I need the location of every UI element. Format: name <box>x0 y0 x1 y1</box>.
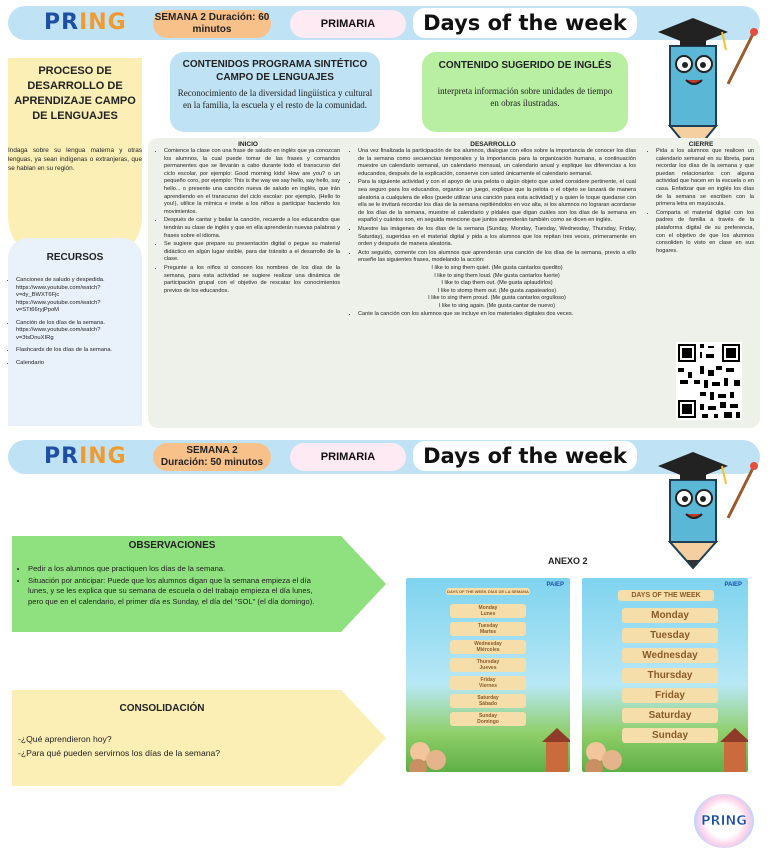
recursos-title: RECURSOS <box>46 252 104 263</box>
consolidacion-text <box>18 732 338 760</box>
observacion-item: • Pedir a los alumnos que practiquen los días de la semana. <box>28 564 328 575</box>
day-en: Thursday <box>476 659 500 665</box>
inicio-list <box>156 148 340 295</box>
inicio-column <box>156 141 340 296</box>
day-es: Martes <box>479 629 497 635</box>
contenidos-box <box>170 52 380 132</box>
anexo-title: ANEXO 2 <box>548 556 588 566</box>
card1-days <box>450 604 526 730</box>
page-title-1: Days of the week <box>413 8 637 38</box>
contenidos-text: Reconocimiento de la diversidad lingüística y cultural en la familia, la escuela y el resto de la comunidad. <box>177 88 373 110</box>
pencil-mascot-icon <box>650 6 762 156</box>
song-line: I like to sing them proud. (Me gusta cantarlos orgulloso) <box>428 295 566 302</box>
day-item: Sunday <box>622 728 718 743</box>
session-pill-1: SEMANA 2 Duración: 60 minutos <box>153 10 271 38</box>
observacion-item: • Situación por anticipar: Puede que los alumnos digan que la semana empieza el día lunes, y se les explica que su semana de escuela o del trabajo empieza el día lunes, pero que en el calendario, el primer día es Sunday, el día del "SOL" (el día domingo). <box>28 576 328 608</box>
day-item: Friday <box>622 688 718 703</box>
session-pill-2 <box>153 443 271 471</box>
day-es: Viernes <box>479 683 497 689</box>
day-item: Tuesday <box>622 628 718 643</box>
level-pill-2: PRIMARIA <box>290 443 406 471</box>
cierre-item: • Comparta el material digital con los padres de familia a través de la plataforma digital de su preferencia, con el objetivo de que los alumnos consoliden lo visto en clase en sus hogares. <box>656 210 754 256</box>
day-item <box>450 676 526 690</box>
inicio-item: • Pregunte a los niños si conocen los nombres de los días de la semana, para esta actividad se sugiere realizar una dinámica de participación grupal con el objetivo de rescatar los conocimientos previos de los educandos. <box>164 265 340 295</box>
level-pill-1: PRIMARIA <box>290 10 406 38</box>
qr-code-icon[interactable] <box>676 342 742 420</box>
desarrollo-list <box>350 148 636 319</box>
desarrollo-item: • Para la siguiente actividad y con el apoyo de una pelota o algún objeto que usted considere pertinente, el cual sea seguro para los educandos, organice un juego, explique que la pelota o el objeto se lanzará de manera aleatoria a cualquiera de ellos (puede utilizar una canción para esta actividad) y a quien le toque quedarse con ella se le invitará recordar los días de la semana repitiéndolos en voz alta, si los alumnos no lograran acordarse de los días de la semana, muestre el calendario y pídales que digan cuáles son los días de la semana en español y cuántos son, en seguida mencione que juntos aprenderán también como se dicen en inglés. <box>358 179 636 225</box>
consolidacion-line: -¿Para qué pueden servirnos los días de la semana? <box>18 748 221 758</box>
recurso-item: • Canciones de saludo y despedida. https://www.youtube.com/watch?v=dy_BWXT6Fjc https://www.youtube.com/watch?v=STt66ryjPpoM <box>16 277 134 315</box>
card-brand: PAIEP <box>724 582 742 588</box>
desarrollo-column <box>350 141 636 320</box>
recurso-item: • Canción de los días de la semana. https://www.youtube.com/watch?v=3tsDnuXIRg <box>16 320 134 343</box>
footer-pring-logo <box>694 794 754 848</box>
inicio-item: • Después de cantar y bailar la canción, recuerde a los educandos que tendrán su clase de inglés y que en ella aprenderán nuevas palabras y frases sobre el idioma. <box>164 217 340 240</box>
children-illustration-icon <box>582 722 748 772</box>
sugerido-text: interpreta información sobre unidades de tiempo en obras ilustradas. <box>437 86 613 108</box>
day-item <box>450 622 526 636</box>
day-item: Saturday <box>622 708 718 723</box>
day-es: Lunes <box>480 611 496 617</box>
anexo-card-2 <box>582 578 748 772</box>
day-es: Miércoles <box>476 647 500 653</box>
cierre-column <box>648 141 754 256</box>
recurso-item: • Flashcards de los días de la semana. <box>16 347 134 355</box>
day-es: Sábado <box>478 701 498 707</box>
observaciones-title: OBSERVACIONES <box>128 540 216 551</box>
card1-heading: DAYS OF THE WEEK DÍAS DE LA SEMANA <box>447 589 529 594</box>
desarrollo-item <box>358 250 636 311</box>
pencil-mascot-icon <box>650 440 762 570</box>
desarrollo-item: • Cante la canción con los alumnos que se incluye en los materiales digitales dos veces. <box>358 311 636 319</box>
inicio-item: • Comience la clase con una frase de saludo en inglés que ya conozcan los alumnos, la cual puede tomar de las frases y comandos permanentes que se llevarán a cabo durante todo el transcurso del ciclo escolar, por ejemplo: Good morning kids! How are you? o un pequeño coro, por ejemplo: This is the way we say hello, say hello, say hello... o presente una canción nueva de saludo en inglés, que irán aprendiendo en el transcurso del ciclo escolar: por ejemplo, (Hello to you!), utilice la mímica e invite a los niños a participar haciendo los movimientos. <box>164 148 340 216</box>
recurso-item: • Calendario <box>16 360 134 368</box>
sugerido-box <box>422 52 628 132</box>
inicio-item: • Se sugiere que prepare su presentación digital o pegue su material didáctico en algún lugar visible, para dar tránsito a el desarrollo de la clase. <box>164 241 340 264</box>
inicio-heading: INICIO <box>238 141 258 148</box>
consolidacion-title: CONSOLIDACIÓN <box>119 703 205 714</box>
proceso-text: Indaga sobre su lengua materna y otras lenguas, ya sean indígenas o extranjeras, que se hablan en su región. <box>8 147 142 172</box>
page-title-2: Days of the week <box>413 441 637 471</box>
day-item: Thursday <box>622 668 718 683</box>
song-line: I like to sing again. (Me gusta cantar de nuevo) <box>438 302 556 309</box>
day-en: Monday <box>478 605 498 611</box>
day-item <box>450 604 526 618</box>
day-en: Sunday <box>478 713 498 719</box>
session-line: Duración: 50 minutos <box>160 457 264 468</box>
day-item <box>450 694 526 708</box>
song-line: I like to sing them loud. (Me gusta cantarlos fuerte) <box>434 272 560 279</box>
desarrollo-heading: DESARROLLO <box>470 141 516 148</box>
cierre-list <box>648 148 754 255</box>
pring-logo-1: PRING <box>44 10 127 35</box>
cierre-heading: CIERRE <box>688 141 714 148</box>
day-item <box>450 640 526 654</box>
day-item: Monday <box>622 608 718 623</box>
day-item <box>450 658 526 672</box>
observaciones-list <box>28 564 328 607</box>
cierre-item: • Pida a los alumnos que realicen un calendario semanal en su libreta, para recordar los días de la semana y que puedan relacionarlos con alguna actividad que hacen en la escuela o en casa. Enfatizar que en inglés los días de la semana se escriben con la primera letra en mayúscula. <box>656 148 754 209</box>
desarrollo-item: • Una vez finalizada la participación de los alumnos, dialogue con ellos sobre la importancia de conocer los días de la semana como secuencias temporales y la importancia para la organización humana, a continuación muestre un calendario semanal, un calendario mensual, un calendario anual y explique las diferencias a los educandos, después de la explicación, conserve con usted únicamente el calendario semanal. <box>358 148 636 178</box>
pring-logo-2: PRING <box>44 444 127 469</box>
day-en: Tuesday <box>478 623 498 629</box>
anexo-card-1 <box>406 578 570 772</box>
contenidos-title: CONTENIDOS PROGRAMA SINTÉTICO CAMPO DE LENGUAJES <box>182 59 368 83</box>
card-brand: PAIEP <box>546 582 564 588</box>
day-item: Wednesday <box>622 648 718 663</box>
desarrollo-item-text: Acto seguido, comente con los alumnos que aprenderán una canción de los días de la semana, previo a ello enseñe las siguientes frases, modelando la acción: <box>358 249 636 264</box>
children-illustration-icon <box>406 722 570 772</box>
song-line: I like to sing them quiet. (Me gusta cantarlos quedito) <box>431 264 563 271</box>
footer-logo-text: PRING <box>701 813 747 829</box>
desarrollo-item: • Muestre las imágenes de los días de la semana (Sunday, Monday, Tuesday, Wednesday, Thursday, Friday, Saturday), sugeridas en el material digital y pida a los alumnos que los repitan tres veces, primeramente en orden y después de manera aleatoria. <box>358 226 636 249</box>
day-en: Friday <box>480 677 496 683</box>
song-line: I like to clap them out. (Me gusta aplaudirlos) <box>441 280 553 287</box>
sugerido-title: CONTENIDO SUGERIDO DE INGLÉS <box>438 60 612 71</box>
proceso-title: PROCESO DE DESARROLLO DE APRENDIZAJE CAMPO DE LENGUAJES <box>14 65 136 122</box>
session-line: SEMANA 2 <box>186 445 238 456</box>
day-en: Wednesday <box>474 641 502 647</box>
song-line: I like to stomp them out. (Me gusta zapatearlos) <box>437 287 557 294</box>
day-es: Jueves <box>479 665 497 671</box>
day-es: Domingo <box>477 719 499 725</box>
card2-heading: DAYS OF THE WEEK <box>618 590 714 601</box>
recursos-panel <box>8 238 142 426</box>
day-en: Saturday <box>477 695 499 701</box>
consolidacion-line: -¿Qué aprendieron hoy? <box>18 734 112 744</box>
recursos-list <box>8 277 142 367</box>
